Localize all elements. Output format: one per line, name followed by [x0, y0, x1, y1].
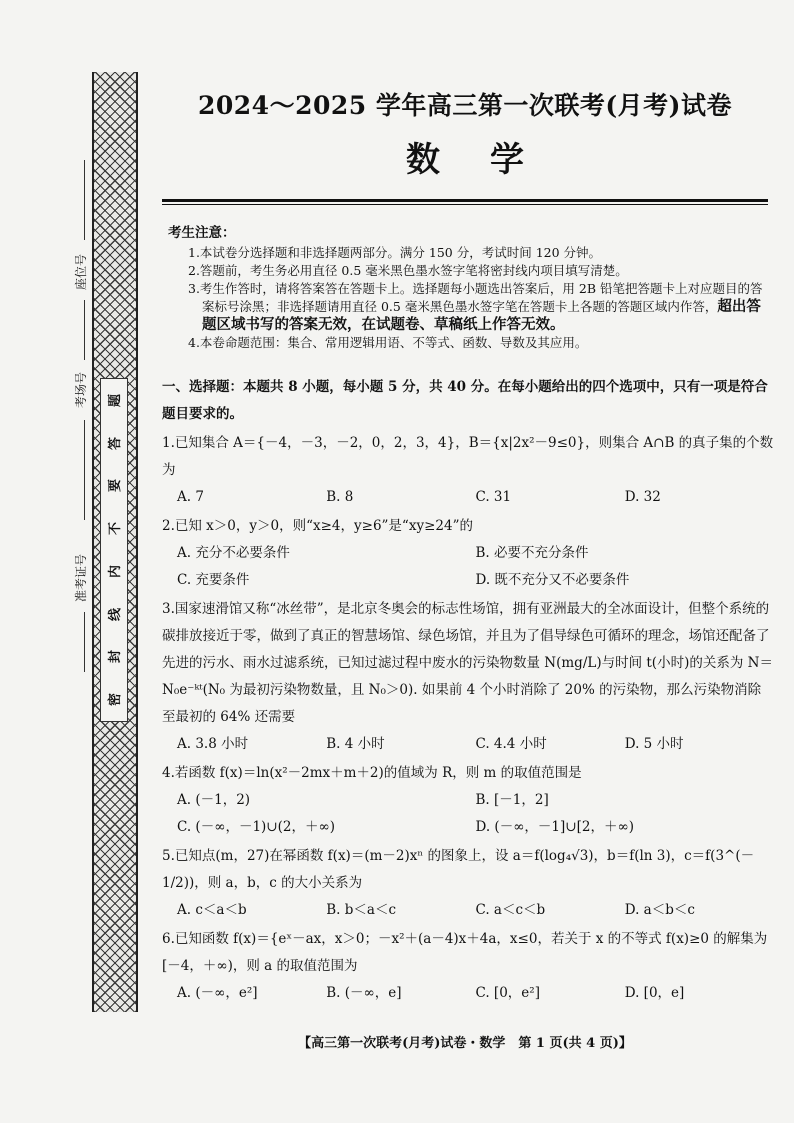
option-list — [162, 980, 774, 1007]
name-blank-line — [84, 612, 85, 672]
question-text: 2.已知 x＞0，y＞0，则“x≥4，y≥6”是“xy≥24”的 — [162, 518, 473, 534]
exam-notice — [168, 224, 768, 352]
option: B. 8 — [326, 489, 354, 505]
option: B. 必要不充分条件 — [475, 545, 589, 561]
seal-char: 答 — [108, 436, 124, 450]
option: D. a＜b＜c — [624, 902, 695, 918]
notice-item: 4.本卷命题范围：集合、常用逻辑用语、不等式、函数、导数及其应用。 — [188, 335, 588, 350]
header-rule-thin — [162, 204, 768, 205]
option: D. 5 小时 — [624, 736, 684, 752]
option-list — [162, 897, 774, 924]
seal-char: 内 — [108, 564, 124, 578]
option: C. 31 — [475, 489, 512, 505]
option: B. b＜a＜c — [326, 902, 397, 918]
question-text: 6.已知函数 f(x)＝{eˣ－ax，x＞0；－x²＋(a－4)x＋4a，x≤0，若关于 x 的不等式 f(x)≥0 的解集为[－4，＋∞)，则 a 的取值范围为 — [162, 931, 768, 974]
option: A. (－∞，e²] — [177, 985, 258, 1001]
question — [162, 926, 774, 1007]
option-list — [162, 540, 774, 594]
question — [162, 843, 774, 924]
seal-char: 线 — [108, 607, 124, 621]
question-text: 3.国家速滑馆又称“冰丝带”，是北京冬奥会的标志性场馆，拥有亚洲最大的全冰面设计，但整个系统的碳排放接近于零，做到了真正的智慧场馆、绿色场馆，并且为了倡导绿色可循环的理念，场馆还配备了先进的污水、雨水过滤系统，已知过滤过程中废水的污染物数量 N(mg/L)与时间 t(小时)的关系为 N＝N₀e⁻ᵏᵗ(N₀ 为最初污染物数量，且 N₀＞0). 如果前 4 个小时消除了 20% 的污染物，那么污染物消除至最初的 64% 还需要 — [162, 601, 773, 725]
option: B. 4 小时 — [326, 736, 385, 752]
question-text: 1.已知集合 A＝{－4，－3，－2，0，2，3，4}，B＝{x|2x²－9≤0}，则集合 A∩B 的真子集的个数为 — [162, 435, 774, 478]
question — [162, 596, 774, 758]
notice-item — [182, 280, 768, 334]
header-rule-thick — [162, 199, 768, 202]
option-list — [162, 787, 774, 841]
exam-title: 2024～2025 学年高三第一次联考(月考)试卷 — [197, 91, 733, 120]
seal-char: 不 — [108, 522, 124, 536]
option-list — [162, 484, 774, 511]
option: D. 既不充分又不必要条件 — [475, 572, 630, 588]
notice-item: 1.本试卷分选择题和非选择题两部分。满分 150 分，考试时间 120 分钟。 — [188, 245, 602, 260]
page-footer: 【高三第一次联考(月考)试卷・数学 第 1 页(共 4 页)】 — [298, 1036, 632, 1051]
option: C. [0，e²] — [475, 985, 540, 1001]
section-heading: 一、选择题：本题共 8 小题，每小题 5 分，共 40 分。在每小题给出的四个选项中，只有一项是符合题目要求的。 — [162, 379, 768, 422]
question — [162, 513, 774, 594]
seal-char: 密 — [108, 693, 124, 707]
room-label: 考场号 — [74, 371, 88, 408]
option: C. 4.4 小时 — [475, 736, 547, 752]
option: A. c＜a＜b — [177, 902, 247, 918]
seal-char: 封 — [108, 650, 124, 664]
question — [162, 760, 774, 841]
option: C. (－∞，－1)∪(2，＋∞) — [177, 819, 335, 835]
option: D. (－∞，－1]∪[2，＋∞) — [475, 819, 634, 835]
notice-emphasis: 超出答题区域书写的答案无效，在试题卷、草稿纸上作答无效。 — [202, 298, 761, 333]
option: B. (－∞，e] — [326, 985, 402, 1001]
option: C. 充要条件 — [177, 572, 250, 588]
question — [162, 430, 774, 511]
option: D. 32 — [624, 489, 661, 505]
notice-item-text: 3.考生作答时，请将答案答在答题卡上。选择题每小题选出答案后，用 2B 铅笔把答题卡上对应题目的答案标号涂黑；非选择题请用直径 0.5 毫米黑色墨水签字笔在答题卡上各题的答题区域内作答， — [188, 281, 763, 314]
subject-title: 数学 — [406, 140, 574, 180]
question-text: 4.若函数 f(x)＝ln(x²－2mx＋m＋2)的值域为 R，则 m 的取值范围是 — [162, 765, 582, 781]
seat-blank-line — [84, 160, 85, 240]
option: A. 3.8 小时 — [177, 736, 249, 752]
id-blank-line — [84, 420, 85, 520]
option: A. (－1，2) — [177, 792, 251, 808]
option: A. 7 — [177, 489, 204, 505]
option: A. 充分不必要条件 — [177, 545, 290, 561]
seal-char: 题 — [108, 393, 124, 407]
notice-item: 2.答题前，考生务必用直径 0.5 毫米黑色墨水签字笔将密封线内项目填写清楚。 — [188, 263, 628, 278]
question-text: 5.已知点(m，27)在幂函数 f(x)＝(m－2)xⁿ 的图象上，设 a＝f(log₄√3)，b＝f(ln 3)，c＝f(3^(－1/2))，则 a，b，c 的大小关系为 — [162, 848, 755, 891]
seal-char: 要 — [108, 479, 124, 493]
notice-title: 考生注意： — [168, 225, 236, 241]
seat-label: 座位号 — [74, 253, 88, 290]
question-section — [162, 374, 774, 1007]
room-blank-line — [84, 300, 85, 360]
option-list — [162, 731, 774, 758]
seal-line-box — [100, 378, 128, 722]
option: C. a＜c＜b — [475, 902, 546, 918]
option: D. [0，e] — [624, 985, 685, 1001]
id-label: 准考证号 — [74, 553, 88, 602]
option: B. [－1，2] — [475, 792, 549, 808]
